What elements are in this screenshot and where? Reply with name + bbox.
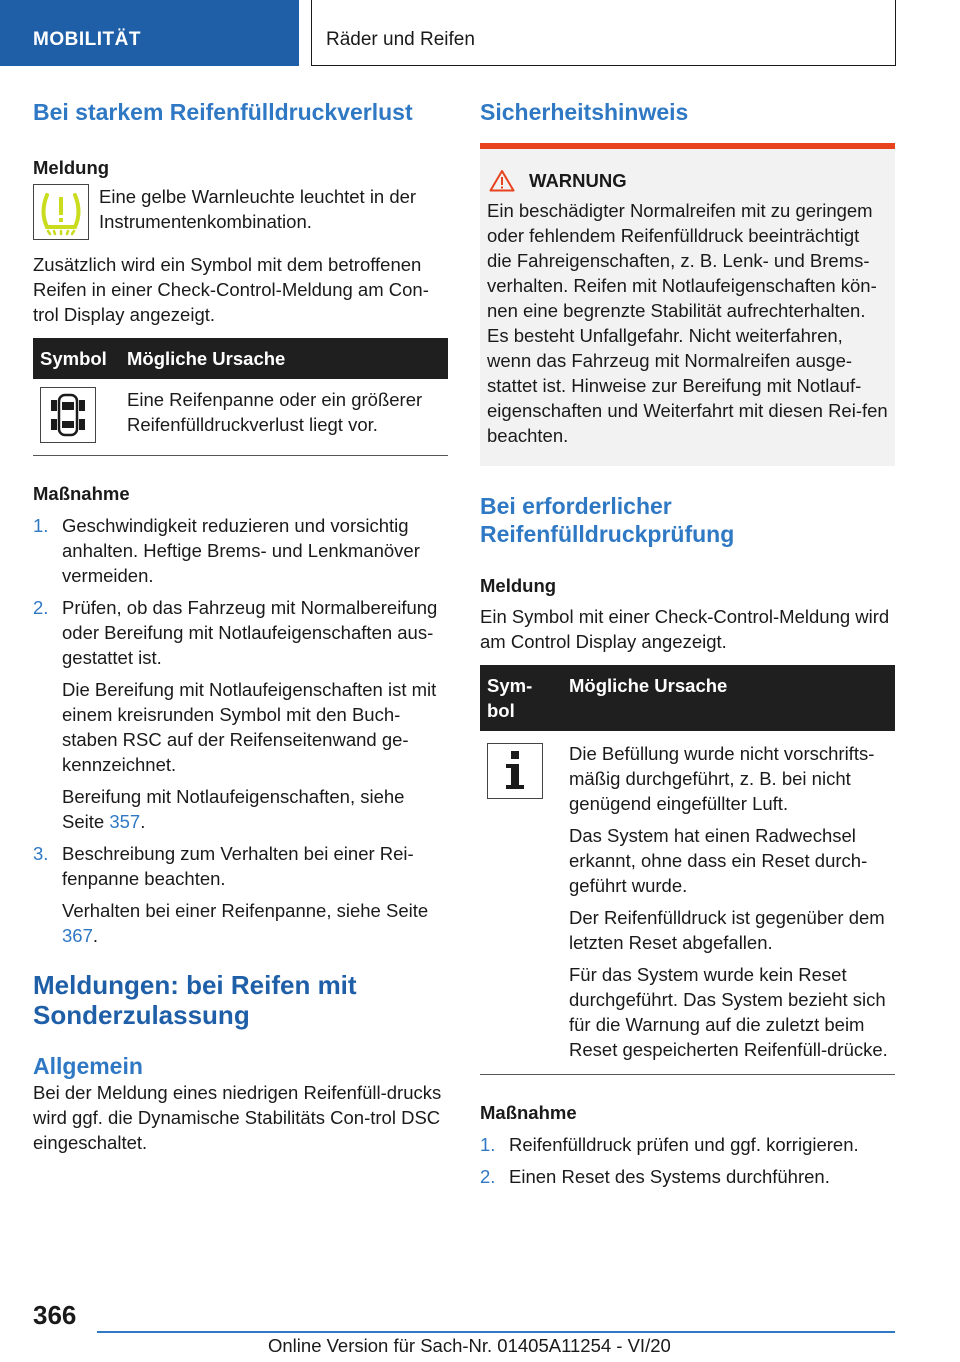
reference-end: . xyxy=(92,925,99,946)
heading-allgemein: Allgemein xyxy=(33,1053,143,1079)
step-number: 2. xyxy=(480,1166,496,1187)
step-text: Prüfen, ob das Fahrzeug mit Normalbereifung oder Bereifung mit Notlaufeigenschaften aus-gestattet ist. xyxy=(62,597,438,668)
warning-box xyxy=(480,143,895,466)
step-number: 3. xyxy=(33,843,49,864)
step-text: Beschreibung zum Verhalten bei einer Rei-fenpanne beachten. xyxy=(62,843,414,889)
table-header-cause: Mögliche Ursache xyxy=(120,338,448,379)
reference-text: Bereifung mit Notlaufeigenschaften, siehe Seite xyxy=(62,786,405,832)
car-tires-icon xyxy=(40,387,96,443)
warning-title: WARNUNG xyxy=(529,169,627,191)
heading-reifenfulldruckprufung: Bei erforderlicher Reifenfülldruckprüfung xyxy=(480,493,735,547)
step-text: Einen Reset des Systems durchführen. xyxy=(509,1166,830,1187)
heading-reifenfulldruckverlust: Bei starkem Reifenfülldruckverlust xyxy=(33,99,413,125)
table-row xyxy=(480,731,895,1075)
warning-header xyxy=(487,169,888,192)
header-section-label: MOBILITÄT xyxy=(33,29,141,50)
header-section-tab xyxy=(0,0,299,66)
massnahme-list xyxy=(33,513,448,948)
list-item xyxy=(480,1164,895,1189)
table-row xyxy=(33,379,448,456)
reference-end: . xyxy=(140,811,146,832)
header-chapter-label: Räder und Reifen xyxy=(326,29,475,50)
meldung-label: Meldung xyxy=(33,157,110,178)
meldung-text: Eine gelbe Warnleuchte leuchtet in der Instrumentenkombination. xyxy=(99,186,417,232)
step-text: Geschwindigkeit reduzieren und vorsichtig anhalten. Heftige Brems- und Lenkmanöver vermeiden. xyxy=(62,515,420,586)
heading-sonderzulassung: Meldungen: bei Reifen mit Sonderzulassung xyxy=(33,970,357,1030)
heading-sicherheitshinweis: Sicherheitshinweis xyxy=(480,99,689,125)
allgemein-text: Bei der Meldung eines niedrigen Reifenfüll-drucks wird ggf. die Dynamische Stabilitäts Con-trol DSC eingeschaltet. xyxy=(33,1082,442,1153)
step-text: Reifenfülldruck prüfen und ggf. korrigieren. xyxy=(509,1134,859,1155)
table-cell-cause: Eine Reifenpanne oder ein größerer Reifenfülldruckverlust liegt vor. xyxy=(120,379,448,456)
table-header-symbol: Sym-bol xyxy=(480,665,562,731)
table-header-symbol: Symbol xyxy=(33,338,120,379)
warning-triangle-icon xyxy=(489,169,515,192)
left-column xyxy=(33,98,448,1155)
massnahme-label: Maßnahme xyxy=(33,483,130,504)
massnahme-list-right xyxy=(480,1132,895,1189)
warning-text: Ein beschädigter Normalreifen mit zu geringem oder fehlendem Reifenfülldruck beeinträchtigt die Fahreigenschaften, z. B. Lenk- und Brems-verhalten. Reifen mit Notlaufeigenschaften kön-nen eine begrenzte Stabilität aufrechterhalten. Es besteht Unfallgefahr. Nicht weiterfahren, wenn das Fahrzeug mit Normalreifen ausge-stattet ist. Hinweise zur Bereifung mit Notlauf-eigenschaften und Weiterfahrt mit diesen Rei-fen beachten. xyxy=(487,200,888,446)
step-number: 2. xyxy=(33,597,49,618)
symbol-cause-table xyxy=(33,338,448,456)
symbol-cause-table-right xyxy=(480,665,895,1075)
info-icon xyxy=(487,743,543,799)
meldung-text-right: Ein Symbol mit einer Check-Control-Meldung wird am Control Display angezeigt. xyxy=(480,606,890,652)
cause-paragraph: Der Reifenfülldruck ist gegenüber dem letzten Reset abgefallen. xyxy=(569,907,885,953)
page-link-357[interactable]: 357 xyxy=(109,811,141,832)
reference-text: Verhalten bei einer Reifenpanne, siehe Seite xyxy=(62,900,429,921)
table-header-cause: Mögliche Ursache xyxy=(562,665,895,731)
list-item xyxy=(33,595,448,834)
list-item xyxy=(33,841,448,948)
page-number: 366 xyxy=(33,1300,77,1330)
meldung-label-right: Meldung xyxy=(480,575,557,596)
meldung-row xyxy=(33,184,448,240)
step-subtext-reference xyxy=(62,898,448,948)
header-chapter-tab xyxy=(311,0,896,66)
right-column xyxy=(480,98,895,1196)
list-item xyxy=(480,1132,895,1157)
cause-paragraph: Das System hat einen Radwechsel erkannt, ohne dass ein Reset durch-geführt wurde. xyxy=(569,825,868,896)
step-subtext: Die Bereifung mit Notlaufeigenschaften ist mit einem kreisrunden Symbol mit den Buch-staben RSC auf der Reifenseitenwand ge-kennzeichnet. xyxy=(62,679,437,775)
step-number: 1. xyxy=(33,515,49,536)
zusatz-paragraph: Zusätzlich wird ein Symbol mit dem betroffenen Reifen in einer Check-Control-Meldung am Con-trol Display angezeigt. xyxy=(33,254,429,325)
footer-divider xyxy=(97,1331,895,1333)
step-subtext-reference xyxy=(62,784,448,834)
footer-version-text: Online Version für Sach-Nr. 01405A11254 - VI/20 xyxy=(268,1335,671,1356)
step-number: 1. xyxy=(480,1134,496,1155)
massnahme-label-right: Maßnahme xyxy=(480,1102,577,1123)
list-item xyxy=(33,513,448,588)
page-link-367[interactable]: 367 xyxy=(62,925,93,946)
cause-paragraph: Die Befüllung wurde nicht vorschrifts-mäßig durchgeführt, z. B. bei nicht genügend eingefüllter Luft. xyxy=(569,743,875,814)
tire-pressure-warning-icon xyxy=(33,184,89,240)
cause-paragraph: Für das System wurde kein Reset durchgeführt. Das System bezieht sich für die Warnung auf die zuletzt beim Reset gespeicherten Reifenfüll-drücke. xyxy=(569,964,888,1060)
